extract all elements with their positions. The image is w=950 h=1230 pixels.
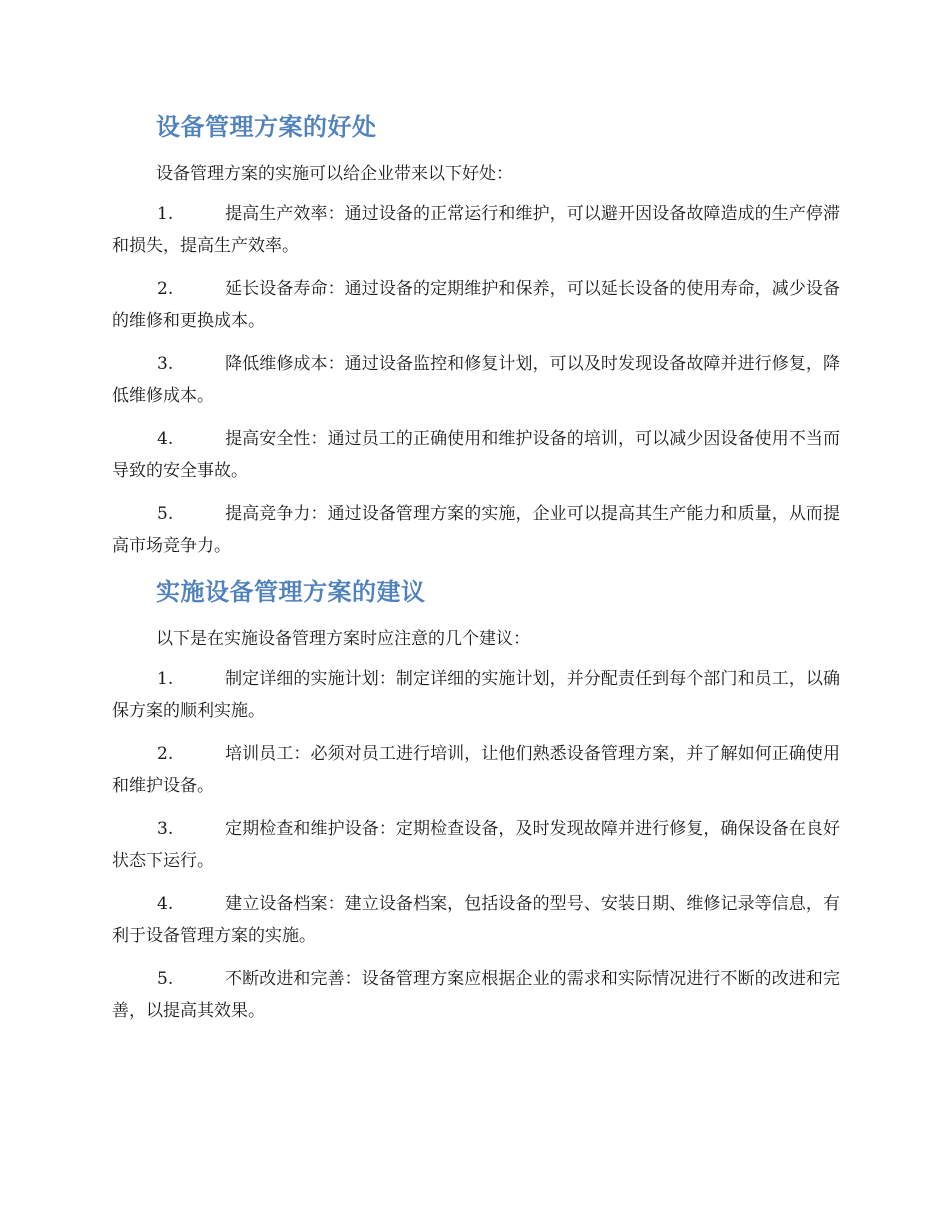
list-text: 延长设备寿命：通过设备的定期维护和保养，可以延长设备的使用寿命，减少设备的维修和更换成本。 bbox=[112, 279, 840, 331]
list-text: 培训员工：必须对员工进行培训，让他们熟悉设备管理方案，并了解如何正确使用和维护设备。 bbox=[112, 744, 840, 796]
list-number: 2. bbox=[157, 279, 174, 299]
list-item bbox=[112, 813, 840, 877]
list-number: 4. bbox=[157, 894, 174, 914]
list-number: 2. bbox=[157, 744, 174, 764]
list-text: 提高竞争力：通过设备管理方案的实施，企业可以提高其生产能力和质量，从而提高市场竞争力。 bbox=[112, 504, 840, 556]
list-text: 建立设备档案：建立设备档案，包括设备的型号、安装日期、维修记录等信息，有利于设备管理方案的实施。 bbox=[112, 894, 840, 946]
list-item bbox=[112, 963, 840, 1027]
section-benefits bbox=[112, 108, 840, 562]
list-item bbox=[112, 423, 840, 487]
list-number: 5. bbox=[157, 504, 174, 524]
list-text: 不断改进和完善：设备管理方案应根据企业的需求和实际情况进行不断的改进和完善，以提高其效果。 bbox=[112, 969, 840, 1021]
list-item bbox=[112, 888, 840, 952]
list-item bbox=[112, 738, 840, 802]
list-item bbox=[112, 663, 840, 727]
list-text: 制定详细的实施计划：制定详细的实施计划，并分配责任到每个部门和员工，以确保方案的顺利实施。 bbox=[112, 669, 840, 721]
list-text: 提高生产效率：通过设备的正常运行和维护，可以避开因设备故障造成的生产停滞和损失，提高生产效率。 bbox=[112, 204, 840, 256]
section-intro: 以下是在实施设备管理方案时应注意的几个建议： bbox=[156, 629, 530, 649]
list-number: 5. bbox=[157, 969, 174, 989]
section-recommendations bbox=[112, 573, 840, 1027]
list-number: 3. bbox=[157, 354, 174, 374]
document-body bbox=[112, 108, 840, 1038]
list-number: 4. bbox=[157, 429, 174, 449]
list-item bbox=[112, 498, 840, 562]
section-heading: 设备管理方案的好处 bbox=[156, 113, 377, 141]
list-text: 定期检查和维护设备：定期检查设备，及时发现故障并进行修复，确保设备在良好状态下运行。 bbox=[112, 819, 840, 871]
list-item bbox=[112, 198, 840, 262]
list-item bbox=[112, 348, 840, 412]
section-intro: 设备管理方案的实施可以给企业带来以下好处： bbox=[156, 164, 513, 184]
list-text: 提高安全性：通过员工的正确使用和维护设备的培训，可以减少因设备使用不当而导致的安全事故。 bbox=[112, 429, 840, 481]
list-text: 降低维修成本：通过设备监控和修复计划，可以及时发现设备故障并进行修复，降低维修成本。 bbox=[112, 354, 840, 406]
list-item bbox=[112, 273, 840, 337]
section-heading: 实施设备管理方案的建议 bbox=[156, 578, 426, 606]
list-number: 1. bbox=[157, 204, 174, 224]
list-number: 3. bbox=[157, 819, 174, 839]
list-number: 1. bbox=[157, 669, 174, 689]
